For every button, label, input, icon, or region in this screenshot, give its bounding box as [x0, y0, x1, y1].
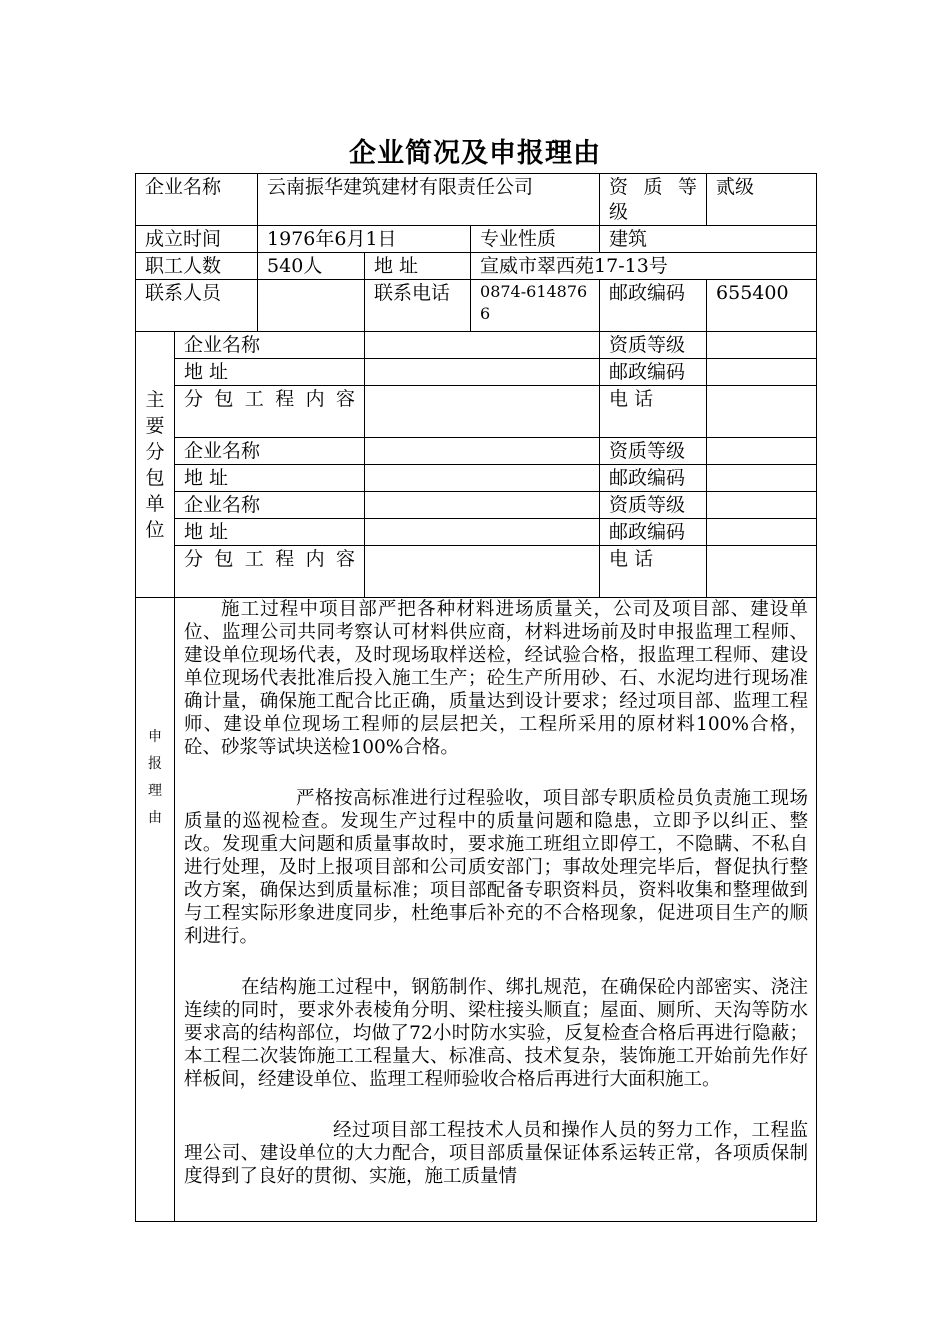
sub-work-content-value — [365, 386, 600, 438]
sub-company-name-label: 企业名称 — [175, 332, 365, 359]
sub-phone-value — [707, 386, 817, 438]
side-char: 包 — [145, 466, 165, 489]
phone-value: 0874-6148766 — [471, 280, 600, 332]
sub-postal-label: 邮政编码 — [600, 465, 707, 492]
founded-label: 成立时间 — [136, 226, 258, 253]
qualification-value: 贰级 — [707, 174, 817, 226]
sub-qualification-value — [707, 438, 817, 465]
specialty-value: 建筑 — [600, 226, 817, 253]
sub-postal-value — [707, 465, 817, 492]
sub-postal-value — [707, 359, 817, 386]
sub-work-content-label: 分包工程内容 — [175, 546, 365, 598]
side-char: 主 — [145, 388, 165, 411]
subcontractor-side-label — [136, 332, 175, 598]
company-profile-table — [135, 173, 817, 1222]
sub-phone-label: 电 话 — [600, 386, 707, 438]
sub-qualification-value — [707, 332, 817, 359]
sub-company-name-label: 企业名称 — [175, 438, 365, 465]
reason-paragraph: 经过项目部工程技术人员和操作人员的努力工作，工程监理公司、建设单位的大力配合，项目部质量保证体系运转正常，各项质保制度得到了良好的贯彻、实施，施工质量情 — [184, 1120, 809, 1187]
address-value: 宣威市翠西苑17-13号 — [471, 253, 817, 280]
qualification-label: 资 质 等级 — [600, 174, 707, 226]
reason-paragraph: 严格按高标准进行过程验收，项目部专职质检员负责施工现场质量的巡视检查。发现生产过程中的质量问题和隐患，立即予以纠正、整改。发现重大问题和质量事故时，要求施工班组立即停工，不隐瞒、不私自进行处理，及时上报项目部和公司质安部门；事故处理完毕后，督促执行整改方案，确保达到质量标准；项目部配备专职资料员，资料收集和整理做到与工程实际形象进度同步，杜绝事后补充的不合格现象，促进项目生产的顺利进行。 — [184, 788, 809, 947]
side-char: 单 — [145, 492, 165, 515]
side-char: 位 — [145, 518, 165, 541]
company-name-label: 企业名称 — [136, 174, 258, 226]
sub-company-name-label: 企业名称 — [175, 492, 365, 519]
sub-qualification-label: 资质等级 — [600, 332, 707, 359]
specialty-label: 专业性质 — [471, 226, 600, 253]
side-char: 理 — [148, 783, 162, 799]
sub-company-name-value — [365, 492, 600, 519]
sub-address-value — [365, 519, 600, 546]
side-char: 要 — [145, 414, 165, 437]
sub-address-value — [365, 465, 600, 492]
contact-person-label: 联系人员 — [136, 280, 258, 332]
staff-count-value: 540人 — [258, 253, 365, 280]
contact-person-value — [258, 280, 365, 332]
sub-postal-label: 邮政编码 — [600, 519, 707, 546]
side-char: 申 — [148, 729, 162, 745]
side-char: 报 — [148, 756, 162, 772]
sub-postal-label: 邮政编码 — [600, 359, 707, 386]
sub-qualification-value — [707, 492, 817, 519]
address-label-text: 地 址 — [374, 255, 419, 277]
sub-company-name-value — [365, 332, 600, 359]
sub-address-value — [365, 359, 600, 386]
postal-code-label: 邮政编码 — [600, 280, 707, 332]
address-label — [365, 253, 471, 280]
side-char: 分 — [145, 440, 165, 463]
postal-code-value: 655400 — [707, 280, 817, 332]
reason-content — [175, 598, 817, 1222]
sub-company-name-value — [365, 438, 600, 465]
side-char: 由 — [148, 810, 162, 826]
founded-value: 1976年6月1日 — [258, 226, 471, 253]
company-name-value: 云南振华建筑建材有限责任公司 — [258, 174, 600, 226]
staff-count-label: 职工人数 — [136, 253, 258, 280]
sub-postal-value — [707, 519, 817, 546]
sub-phone-value — [707, 546, 817, 598]
sub-address-label: 地 址 — [175, 359, 365, 386]
sub-qualification-label: 资质等级 — [600, 492, 707, 519]
sub-address-label: 地 址 — [175, 519, 365, 546]
reason-side-label — [136, 598, 175, 1222]
sub-phone-label: 电 话 — [600, 546, 707, 598]
reason-paragraph: 施工过程中项目部严把各种材料进场质量关，公司及项目部、建设单位、监理公司共同考察认可材料供应商，材料进场前及时申报监理工程师、建设单位现场代表，及时现场取样送检，经试验合格，报监理工程师、建设单位现场代表批准后投入施工生产；砼生产所用砂、石、水泥均进行现场准确计量，确保施工配合比正确，质量达到设计要求；经过项目部、监理工程师、建设单位现场工程师的层层把关，工程所采用的原材料100%合格，砼、砂浆等试块送检100%合格。 — [184, 599, 809, 758]
reason-paragraph: 在结构施工过程中，钢筋制作、绑扎规范，在确保砼内部密实、浇注连续的同时，要求外表棱角分明、梁柱接头顺直；屋面、厕所、天沟等防水要求高的结构部位，均做了72小时防水实验，反复检查合格后再进行隐蔽；本工程二次装饰施工工程量大、标准高、技术复杂，装饰施工开始前先作好样板间，经建设单位、监理工程师验收合格后再进行大面积施工。 — [184, 977, 809, 1090]
sub-work-content-label: 分包工程内容 — [175, 386, 365, 438]
page-title: 企业简况及申报理由 — [349, 138, 601, 169]
sub-work-content-value — [365, 546, 600, 598]
sub-address-label: 地 址 — [175, 465, 365, 492]
sub-qualification-label: 资质等级 — [600, 438, 707, 465]
phone-label: 联系电话 — [365, 280, 471, 332]
